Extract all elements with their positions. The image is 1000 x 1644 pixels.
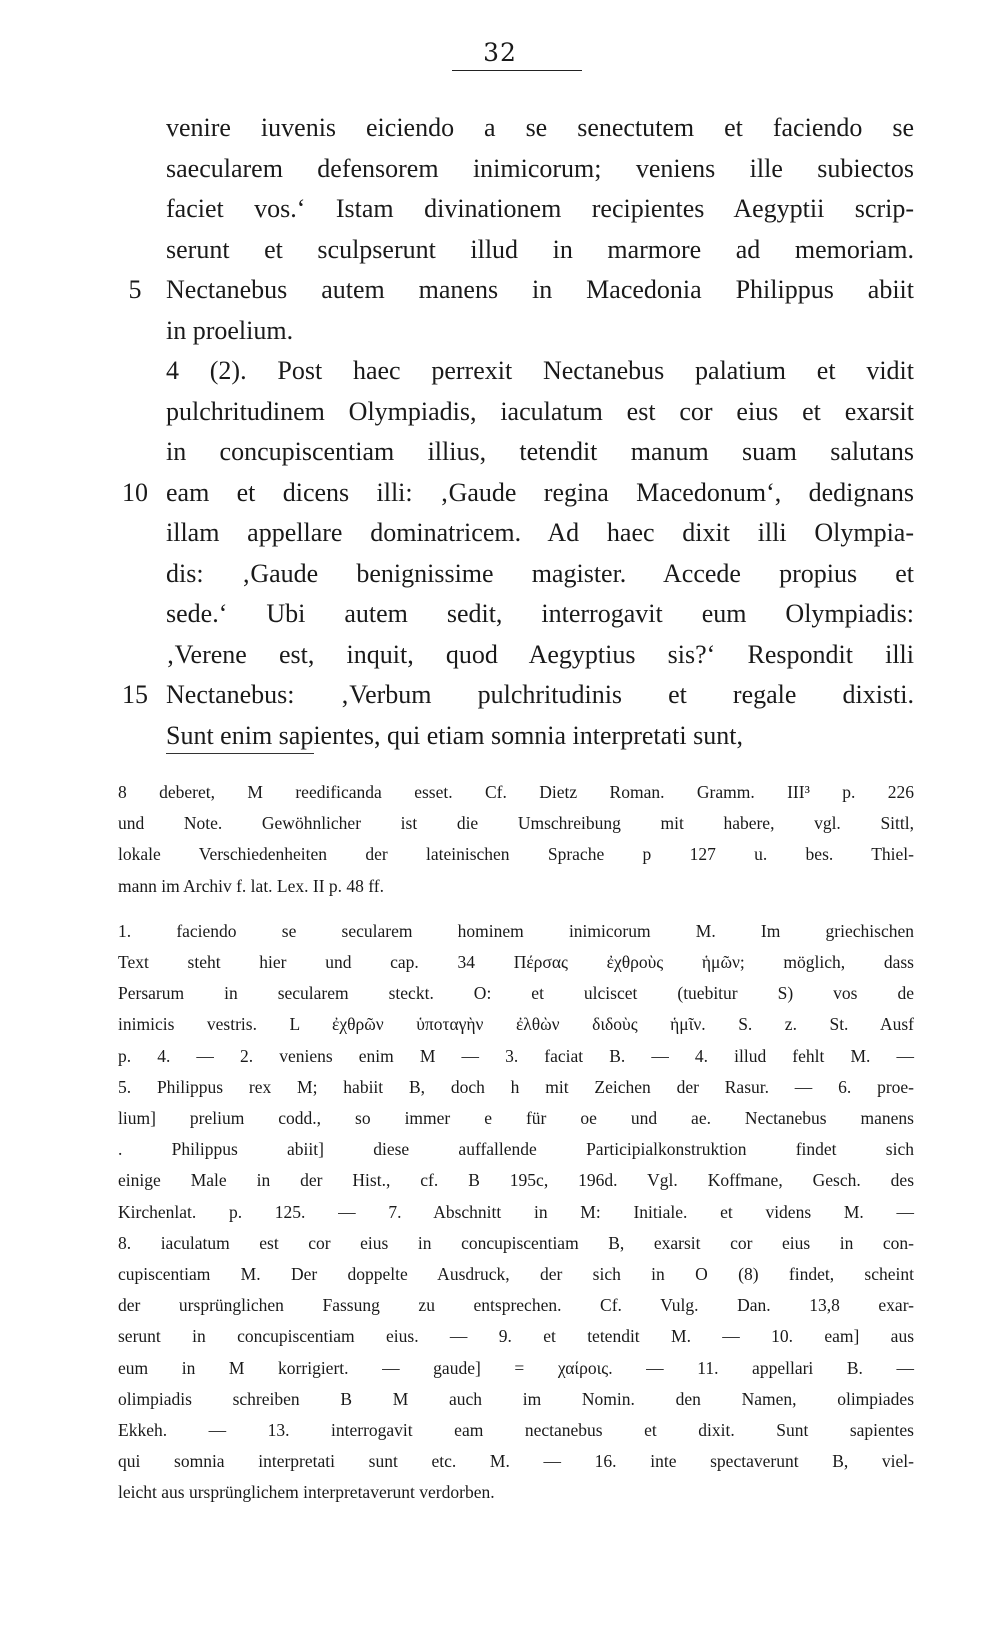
page-number: 32 [483,38,517,67]
footnote-line: und Note. Gewöhnlicher ist die Umschreibung mit habere, vgl. Sittl, [118,813,914,834]
text-line: dis: ‚Gaude benignissime magister. Accede propius et [166,558,914,588]
footnote-line: 1. faciendo se secularem hominem inimicorum M. Im griechischen [118,920,914,941]
text-line: Nectanebus autem manens in Macedonia Philippus abiit [166,275,914,304]
text-line: 4 (2). Post haec perrexit Nectanebus palatium et vidit [166,356,914,385]
footnote-line: 8. iaculatum est cor eius in concupiscentiam B, exarsit cor eius in con- [118,1232,914,1253]
footnote-line: olimpiadis schreiben B M auch im Nomin. den Namen, olimpiades [118,1388,914,1409]
footnote-separator [166,753,314,754]
text-line: ‚Verene est, inquit, quod Aegyptius sis?‘ Respondit illi [166,639,914,669]
footnote-line: Ekkeh. — 13. interrogavit eam nectanebus et dixit. Sunt sapientes [118,1420,914,1440]
footnote-line: Kirchenlat. p. 125. — 7. Abschnitt in M: Initiale. et videns M. — [118,1201,914,1222]
text-line: Sunt enim sapientes, qui etiam somnia interpretati sunt, [166,720,743,750]
text-line: in concupiscentiam illius, tetendit manum suam salutans [166,437,914,466]
text-line: eam et dicens illi: ‚Gaude regina Macedonum‘, dedignans [166,477,914,507]
line-number: 10 [122,477,148,507]
footnote-line: 5. Philippus rex M; habiit B, doch h mit Zeichen der Rasur. — 6. proe- [118,1076,914,1097]
footnote-line: Text steht hier und cap. 34 Πέρσας ἐχθροὺς ἡμῶν; möglich, dass [118,952,914,972]
footnote-line: Persarum in secularem steckt. O: et ulciscet (tuebitur S) vos de [118,983,914,1004]
text-line: in proelium. [166,315,294,345]
footnote-line: cupiscentiam M. Der doppelte Ausdruck, der sich in O (8) findet, scheint [118,1264,914,1284]
text-line: Nectanebus: ‚Verbum pulchritudinis et regale dixisti. [166,680,914,709]
line-number: 15 [122,680,148,709]
footnote-line: lokale Verschiedenheiten der lateinischen Sprache p 127 u. bes. Thiel- [118,844,914,865]
footnote-line: qui somnia interpretati sunt etc. M. — 16. inte spectaverunt B, viel- [118,1451,914,1472]
text-line: pulchritudinem Olympiadis, iaculatum est cor eius et exarsit [166,396,914,426]
text-line: sede.‘ Ubi autem sedit, interrogavit eum Olympiadis: [166,599,914,628]
text-line: saecularem defensorem inimicorum; veniens ille subiectos [166,153,914,183]
page-number-rule [452,70,582,71]
footnote-line: p. 4. — 2. veniens enim M — 3. faciat B. — 4. illud fehlt M. — [118,1045,914,1066]
text-line: faciet vos.‘ Istam divinationem recipientes Aegyptii scrip- [166,194,914,223]
footnote-line: lium] prelium codd., so immer e für oe und ae. Nectanebus manens [118,1108,914,1128]
footnote-line: mann im Archiv f. lat. Lex. II p. 48 ff. [118,875,385,896]
footnote-line: der ursprünglichen Fassung zu entsprechen. Cf. Vulg. Dan. 13,8 exar- [118,1295,914,1316]
footnote-line: einige Male in der Hist., cf. B 195c, 196d. Vgl. Koffmane, Gesch. des [118,1170,914,1191]
footnote-line: 8 deberet, M reedificanda esset. Cf. Dietz Roman. Gramm. III³ p. 226 [118,782,914,802]
footnote-line: inimicis vestris. L ἐχθρῶν ὑποταγὴν ἐλθὼν διδοὺς ἡμῖν. S. z. St. Ausf [118,1014,914,1035]
footnote-line: serunt in concupiscentiam eius. — 9. et tetendit M. — 10. eam] aus [118,1326,914,1347]
footnote-line: . Philippus abiit] diese auffallende Participialkonstruktion findet sich [118,1139,914,1160]
text-line: illam appellare dominatricem. Ad haec dixit illi Olympia- [166,518,914,547]
text-line: venire iuvenis eiciendo a se senectutem et faciendo se [166,113,914,142]
line-number [118,718,152,766]
text-line: serunt et sculpserunt illud in marmore ad memoriam. [166,234,914,264]
line-number: 5 [128,275,142,304]
footnote-line: eum in M korrigiert. — gaude] = χαίροις. — 11. appellari B. — [118,1357,914,1378]
footnote-line: leicht aus ursprünglichem interpretaverunt verdorben. [118,1482,495,1503]
